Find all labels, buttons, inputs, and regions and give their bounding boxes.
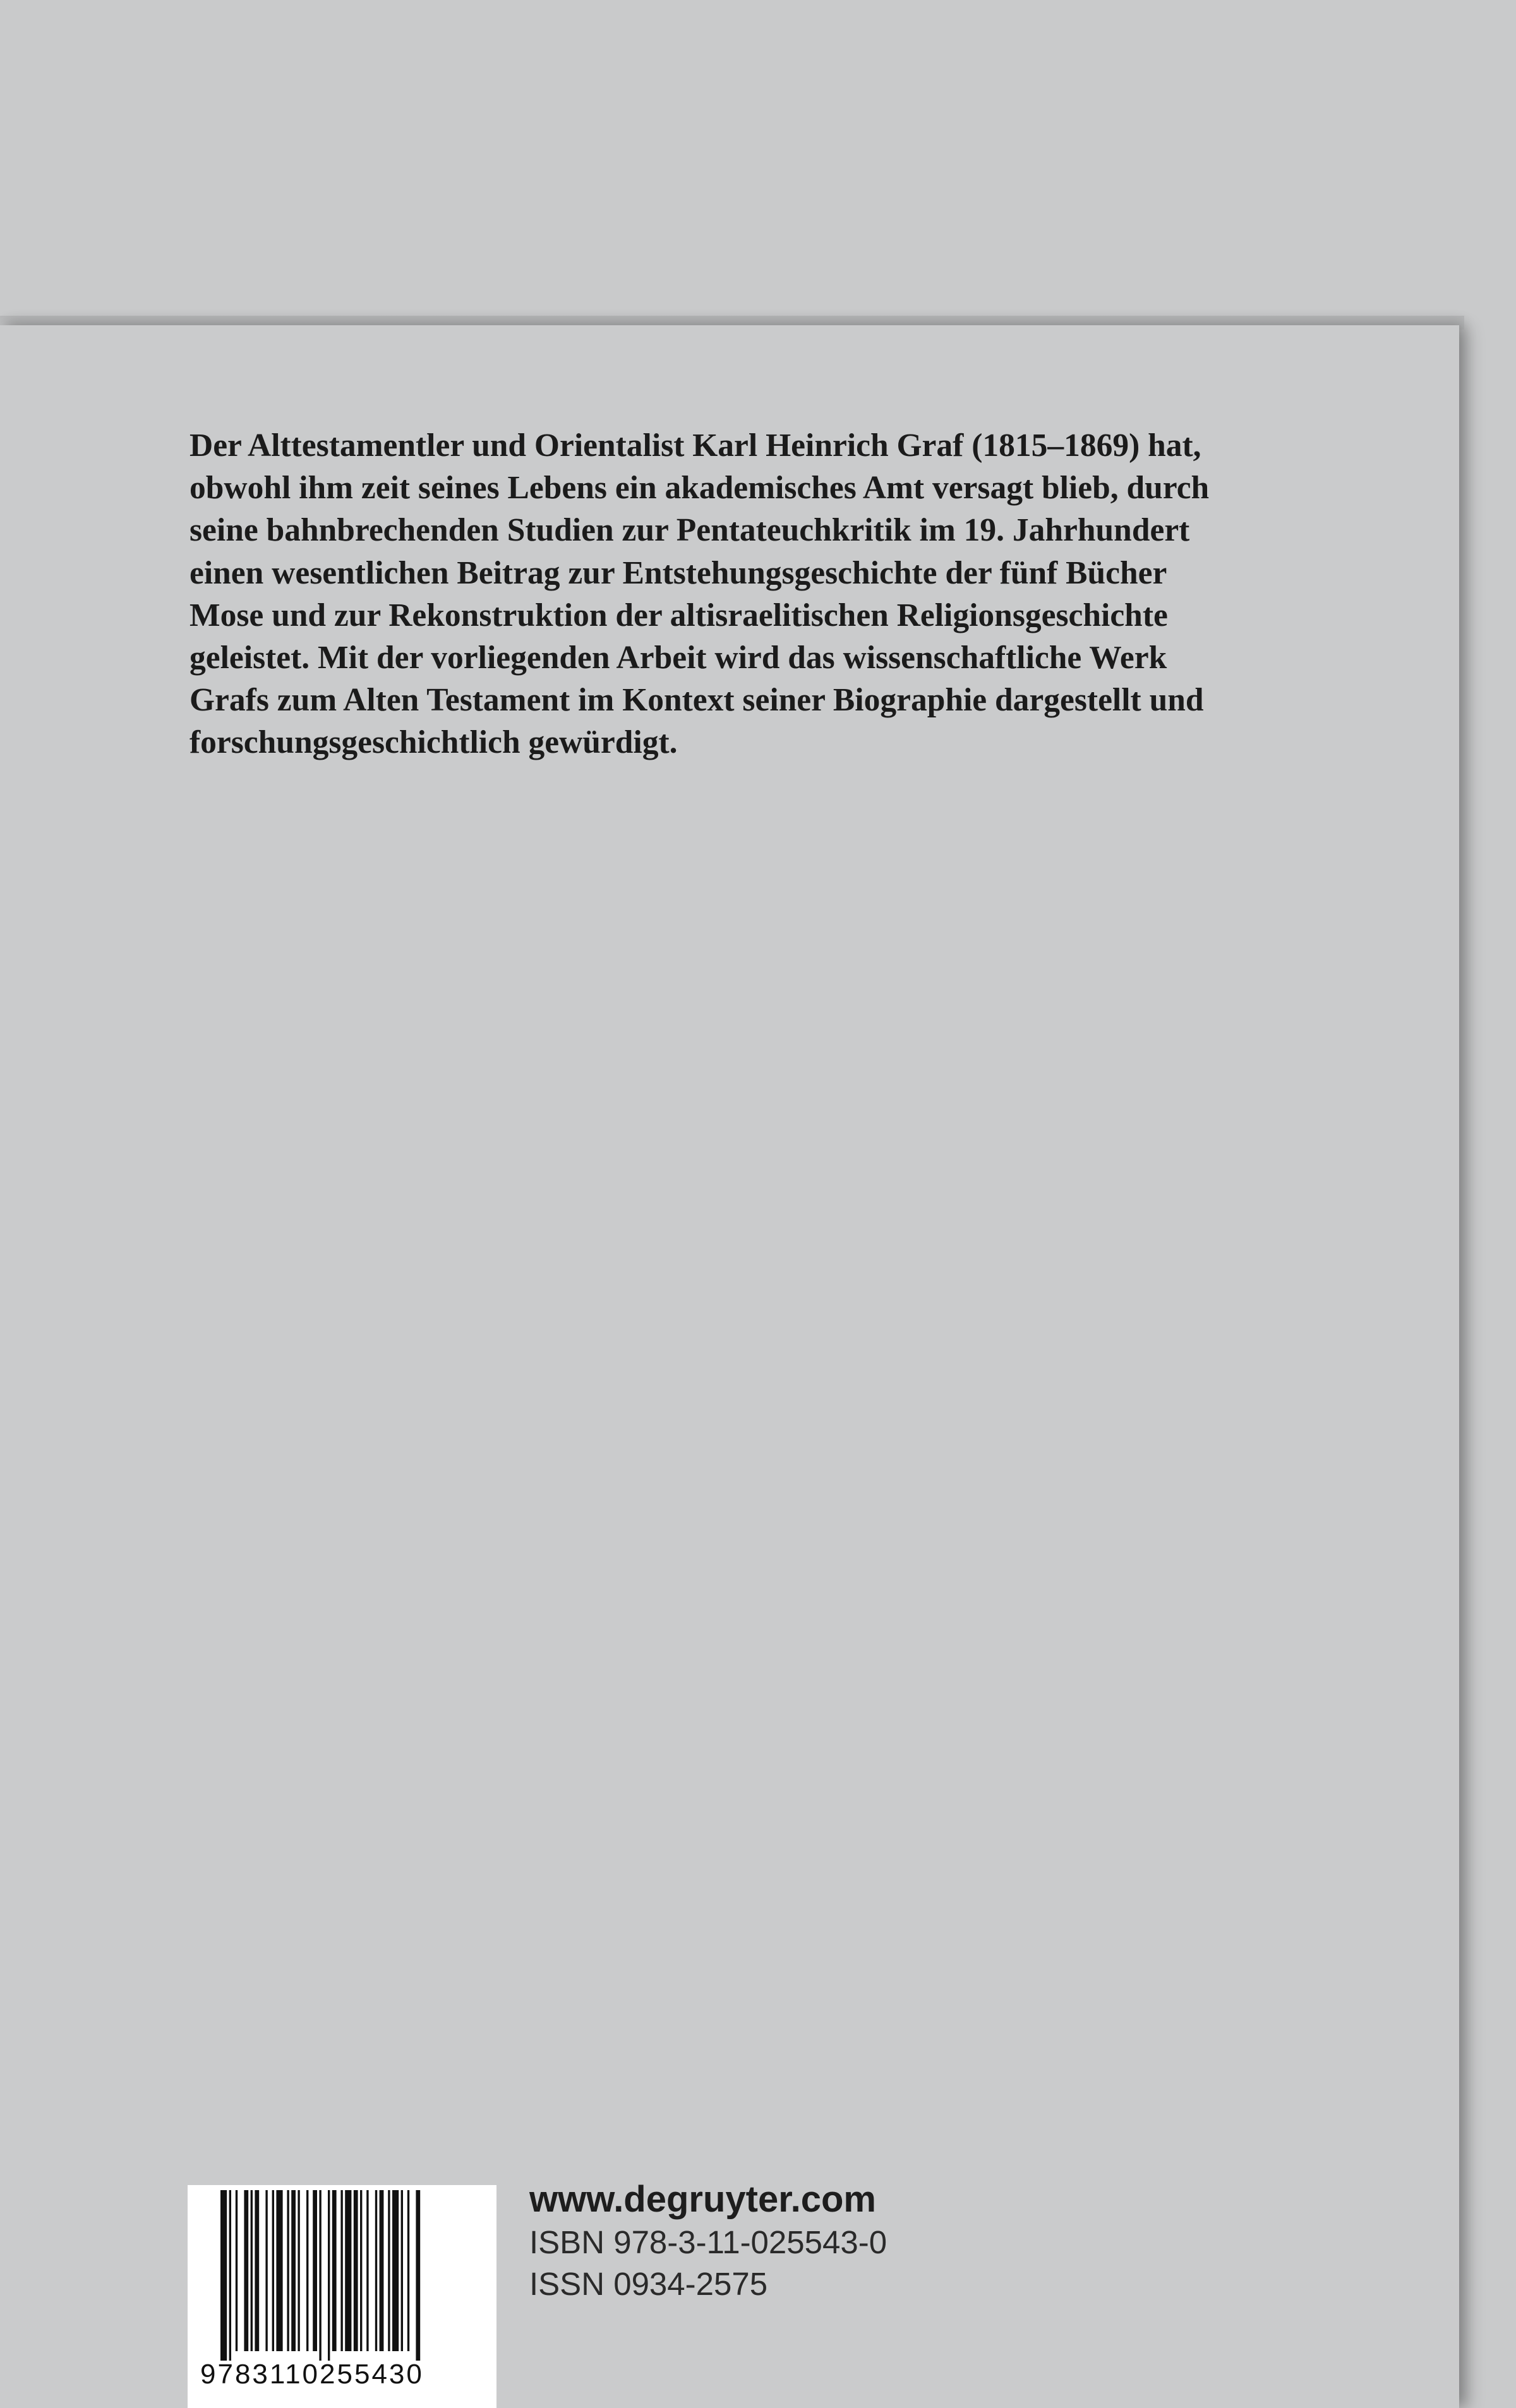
barcode-bar: [276, 2190, 282, 2351]
blurb-line: forschungsgeschichtlich gewürdigt.: [190, 724, 678, 761]
barcode-bar: [340, 2190, 342, 2351]
isbn-label: ISBN 978-3-11-025543-0: [529, 2224, 887, 2260]
blurb-line: obwohl ihm zeit seines Lebens ein akademisches Amt versagt blieb, durch: [190, 470, 1210, 506]
barcode-bar: [328, 2190, 330, 2361]
barcode-bar: [291, 2190, 296, 2351]
blurb-line: geleistet. Mit der vorliegenden Arbeit wird das wissenschaftliche Werk: [190, 640, 1167, 676]
barcode-bar: [319, 2190, 321, 2361]
blurb-line: seine bahnbrechenden Studien zur Pentateuchkritik im 19. Jahrhundert: [190, 512, 1190, 549]
blurb-text: [190, 424, 1339, 764]
barcode-bar: [360, 2190, 362, 2351]
barcode: [188, 2185, 496, 2408]
blurb-line: Mose und zur Rekonstruktion der altisraelitischen Religionsgeschichte: [190, 597, 1168, 633]
blurb-line: einen wesentlichen Beitrag zur Entstehungsgeschichte der fünf Bücher: [190, 554, 1167, 591]
barcode-bar: [251, 2190, 253, 2351]
barcode-bar: [407, 2190, 409, 2351]
barcode-bar: [332, 2190, 337, 2351]
barcode-bar: [401, 2190, 403, 2351]
barcode-bar: [298, 2190, 299, 2351]
barcode-bar: [229, 2190, 231, 2361]
barcode-bar: [416, 2190, 420, 2361]
barcode-bar: [287, 2190, 289, 2351]
barcode-bar: [313, 2190, 317, 2351]
blurb-line: Der Alttestamentler und Orientalist Karl Heinrich Graf (1815–1869) hat,: [190, 428, 1201, 464]
barcode-bar: [354, 2190, 358, 2351]
barcode-bar: [265, 2190, 267, 2351]
issn-label: ISSN 0934-2575: [529, 2266, 768, 2302]
barcode-bar: [375, 2190, 377, 2351]
barcode-bar: [244, 2190, 248, 2351]
publisher-url[interactable]: www.degruyter.com: [529, 2179, 876, 2220]
barcode-bar: [255, 2190, 259, 2351]
barcode-bar: [388, 2190, 390, 2351]
barcode-bar: [366, 2190, 368, 2351]
barcode-number: 9783110255430: [200, 2359, 424, 2390]
barcode-bar: [236, 2190, 238, 2351]
barcode-bars: [220, 2190, 473, 2361]
blurb-line: Grafs zum Alten Testament im Kontext seiner Biographie dargestellt und: [190, 682, 1204, 719]
barcode-bar: [220, 2190, 227, 2361]
barcode-bar: [306, 2190, 308, 2351]
barcode-bar: [345, 2190, 351, 2351]
barcode-bar: [392, 2190, 399, 2351]
publisher-info: [529, 2177, 887, 2305]
barcode-bar: [380, 2190, 384, 2351]
barcode-bar: [272, 2190, 274, 2351]
